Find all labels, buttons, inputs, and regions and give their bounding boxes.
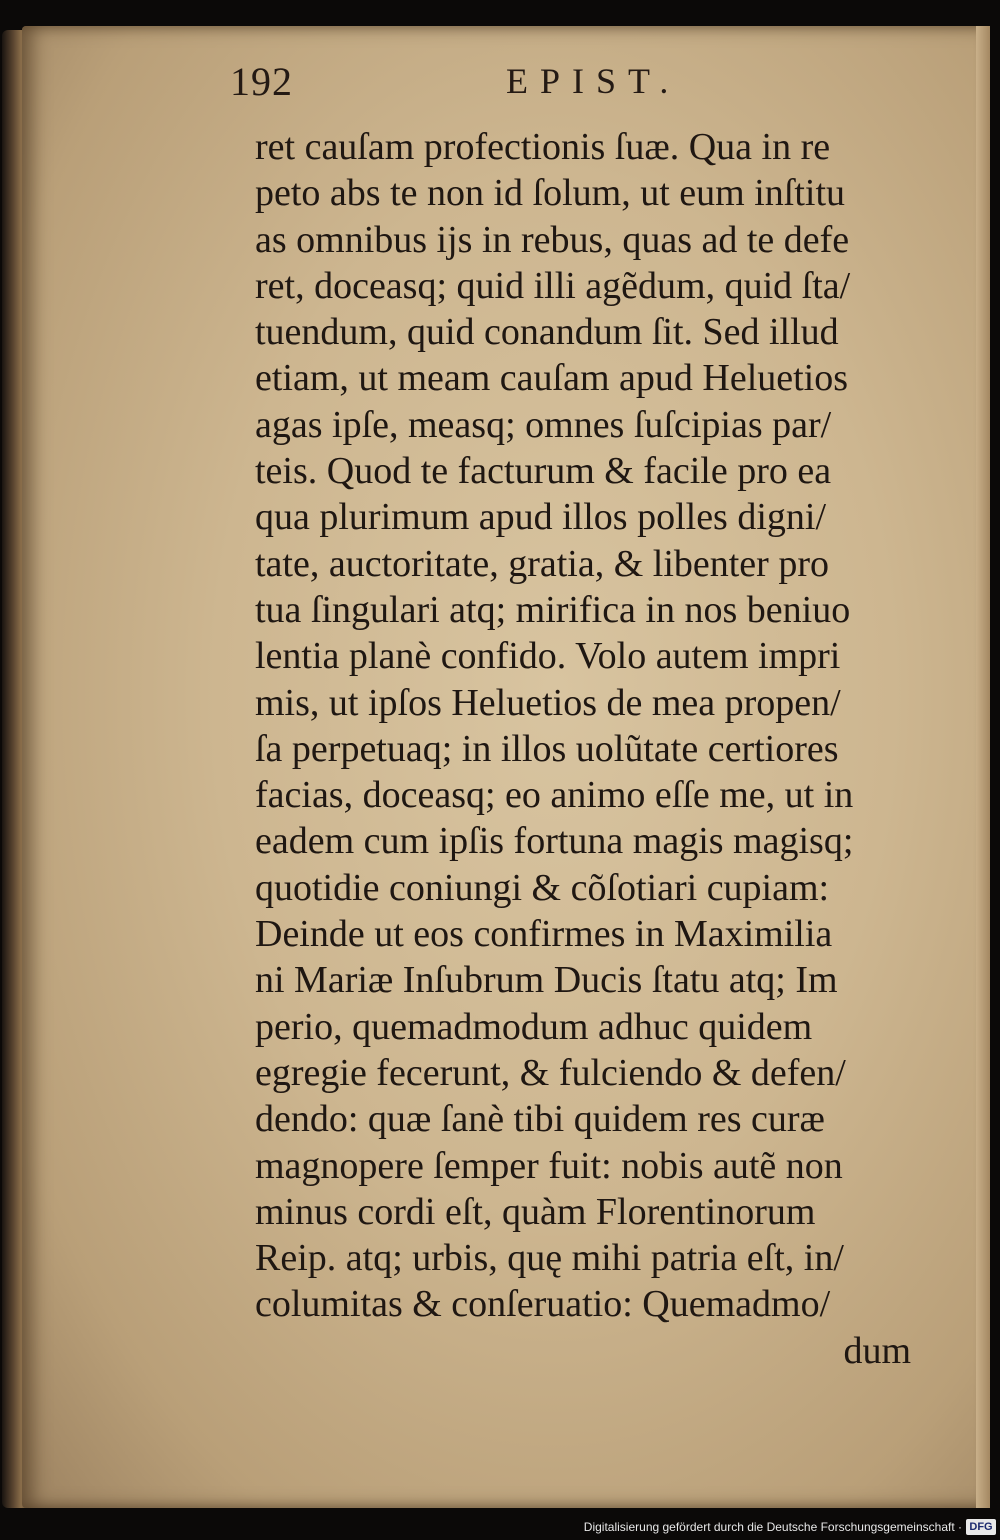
- text-line: as omnibus ijs in rebus, quas ad te defe: [255, 218, 850, 261]
- page-number: 192: [230, 59, 293, 104]
- running-head: EPIST.: [506, 61, 681, 101]
- text-line: ret cauſam profectionis ſuæ. Qua in re: [255, 126, 831, 168]
- text-line: magnopere ſemper fuit: nobis autẽ non: [255, 1144, 843, 1187]
- text-line: perio, quemadmodum adhuc quidem: [255, 1005, 813, 1048]
- text-line: Reip. atq; urbis, quę mihi patria eſt, in/: [255, 1237, 844, 1280]
- body-text: [255, 124, 915, 1374]
- dfg-logo: DFG: [966, 1519, 996, 1535]
- text-line: ni Mariæ Inſubrum Ducis ſtatu atq; Im: [255, 959, 838, 1002]
- page-edge: [976, 26, 990, 1508]
- text-line: lentia planè confido. Volo autem impri: [255, 635, 841, 678]
- text-line: etiam, ut meam cauſam apud Heluetios: [255, 357, 849, 400]
- text-line: agas ipſe, measq; omnes ſuſcipias par/: [255, 403, 832, 446]
- text-line: eadem cum ipſis fortuna magis magisq;: [255, 820, 854, 863]
- text-line: tate, auctoritate, gratia, & libenter pro: [255, 542, 829, 585]
- funding-credit: Digitalisierung gefördert durch die Deutsche Forschungsgemeinschaft ·: [583, 1520, 962, 1534]
- text-line: Deinde ut eos confirmes in Maximilia: [255, 913, 833, 956]
- text-line: mis, ut ipſos Heluetios de mea propen/: [255, 681, 841, 724]
- text-line: tuendum, quid conandum ſit. Sed illud: [255, 311, 839, 354]
- text-line: quotidie coniungi & cõſotiari cupiam:: [255, 866, 830, 909]
- text-line: qua plurimum apud illos polles digni/: [255, 496, 827, 539]
- text-line: egregie fecerunt, & fulciendo & defen/: [255, 1051, 846, 1094]
- page-header: [230, 58, 930, 118]
- text-line: ret, doceasq; quid illi agẽdum, quid ſta/: [255, 264, 851, 307]
- text-line: ſa perpetuaq; in illos uolũtate certiores: [255, 727, 839, 770]
- text-line: peto abs te non id ſolum, ut eum inſtitu: [255, 172, 846, 215]
- text-line: columitas & conſeruatio: Quemadmo/: [255, 1283, 831, 1326]
- text-line: facias, doceasq; eo animo eſſe me, ut in: [255, 774, 854, 817]
- text-line: minus cordi eſt, quàm Florentinorum: [255, 1190, 816, 1233]
- text-line: tua ſingulari atq; mirifica in nos beniuo: [255, 588, 851, 631]
- text-line: dendo: quæ ſanè tibi quidem res curæ: [255, 1098, 825, 1141]
- text-line: teis. Quod te facturum & facile pro ea: [255, 450, 832, 493]
- catchword: dum: [843, 1329, 911, 1372]
